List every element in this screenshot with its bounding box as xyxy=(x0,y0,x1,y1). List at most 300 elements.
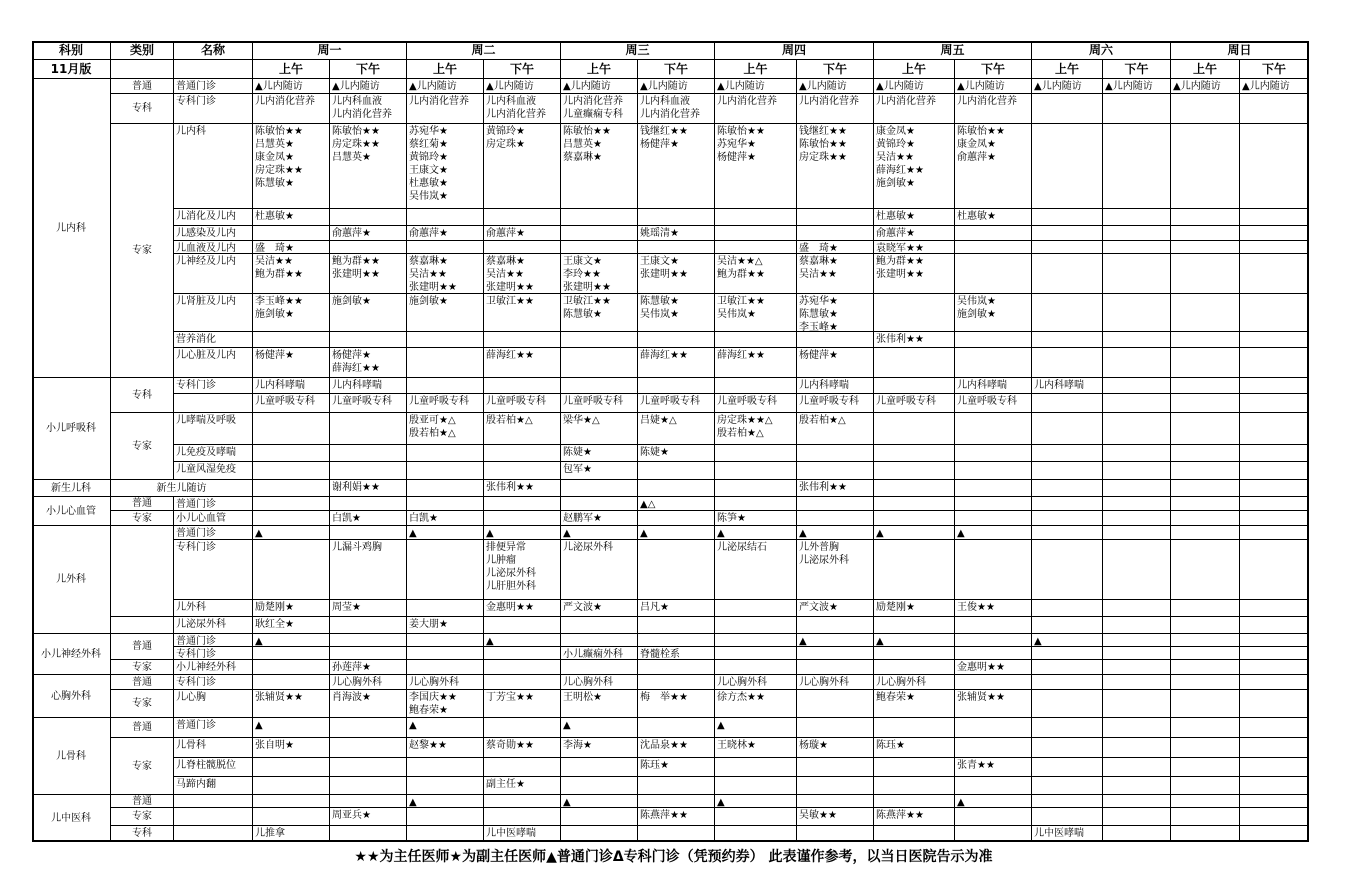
schedule-cell xyxy=(1240,445,1309,462)
row-type: 普通 xyxy=(111,634,174,660)
schedule-cell xyxy=(1240,634,1309,647)
schedule-cell: 钱继红★★ 陈敏怡★★ 房定珠★★ xyxy=(797,124,874,209)
schedule-cell xyxy=(330,826,407,842)
schedule-cell xyxy=(638,241,715,254)
schedule-cell: ▲ xyxy=(561,795,638,808)
schedule-cell: 副主任★ xyxy=(484,777,561,795)
schedule-cell: ▲ xyxy=(715,795,797,808)
schedule-cell xyxy=(330,617,407,634)
schedule-cell xyxy=(874,826,955,842)
schedule-cell: 殷若柏★△ xyxy=(484,413,561,445)
schedule-cell xyxy=(715,826,797,842)
schedule-cell xyxy=(1171,600,1240,617)
row-type: 专科 xyxy=(111,378,174,413)
schedule-cell xyxy=(1240,675,1309,690)
schedule-cell xyxy=(638,718,715,738)
schedule-cell xyxy=(1032,394,1103,413)
schedule-cell: 施剑敏★ xyxy=(330,294,407,332)
schedule-cell: 儿内科血液 儿内消化营养 xyxy=(484,94,561,124)
schedule-cell xyxy=(1171,462,1240,480)
schedule-cell xyxy=(874,413,955,445)
schedule-cell xyxy=(330,241,407,254)
schedule-cell: 王康文★ 张建明★★ xyxy=(638,254,715,294)
schedule-cell xyxy=(1240,394,1309,413)
header-day: 周六 xyxy=(1032,41,1171,60)
schedule-cell: 鲍春荣★ xyxy=(874,690,955,718)
schedule-cell xyxy=(1032,445,1103,462)
row-type: 普通 xyxy=(111,497,174,511)
row-type: 专家 xyxy=(111,413,174,480)
schedule-cell: 儿内消化营养 xyxy=(874,94,955,124)
row-name: 普通门诊 xyxy=(174,634,253,647)
schedule-cell xyxy=(874,617,955,634)
schedule-cell: 肖海波★ xyxy=(330,690,407,718)
schedule-cell xyxy=(1032,690,1103,718)
schedule-cell xyxy=(484,718,561,738)
row-name: 儿泌尿外科 xyxy=(174,617,253,634)
schedule-cell xyxy=(715,209,797,226)
schedule-cell: 陈敏怡★★ 吕慧英★ 康金凤★ 房定珠★★ 陈慧敏★ xyxy=(253,124,330,209)
schedule-cell xyxy=(484,497,561,511)
schedule-cell xyxy=(1240,511,1309,526)
schedule-cell xyxy=(407,600,484,617)
schedule-cell xyxy=(484,241,561,254)
schedule-cell xyxy=(561,241,638,254)
row-name: 营养消化 xyxy=(174,332,253,348)
row-name: 普通门诊 xyxy=(174,497,253,511)
schedule-cell xyxy=(1171,647,1240,660)
schedule-cell: 儿内科哮喘 xyxy=(955,378,1032,394)
schedule-cell: 儿童呼吸专科 xyxy=(407,394,484,413)
schedule-cell xyxy=(874,445,955,462)
header-pm: 下午 xyxy=(484,60,561,79)
schedule-cell xyxy=(874,758,955,777)
schedule-cell xyxy=(1171,690,1240,718)
schedule-cell xyxy=(1103,378,1171,394)
schedule-cell xyxy=(1032,795,1103,808)
schedule-cell xyxy=(1171,718,1240,738)
schedule-cell: 苏宛华★ 蔡红菊★ 黄锦玲★ 王康文★ 杜惠敏★ 吴伟岚★ xyxy=(407,124,484,209)
schedule-cell xyxy=(253,647,330,660)
schedule-cell xyxy=(1103,660,1171,675)
schedule-cell xyxy=(1240,378,1309,394)
schedule-cell: 儿漏斗鸡胸 xyxy=(330,540,407,600)
schedule-cell xyxy=(330,526,407,540)
schedule-cell: 王俊★★ xyxy=(955,600,1032,617)
schedule-cell: 房定珠★★△ 殷若柏★△ xyxy=(715,413,797,445)
schedule-cell xyxy=(638,511,715,526)
schedule-cell xyxy=(253,445,330,462)
header-pm: 下午 xyxy=(638,60,715,79)
schedule-cell: ▲ xyxy=(638,526,715,540)
schedule-cell xyxy=(1032,480,1103,497)
schedule-cell: ▲儿内随访 xyxy=(561,79,638,94)
schedule-cell xyxy=(330,718,407,738)
schedule-cell: 金惠明★★ xyxy=(955,660,1032,675)
schedule-cell: 杨璇★ xyxy=(797,738,874,758)
schedule-cell xyxy=(797,758,874,777)
schedule-cell: 儿内科哮喘 xyxy=(1032,378,1103,394)
schedule-cell: 张辅贤★★ xyxy=(253,690,330,718)
schedule-cell: ▲ xyxy=(407,526,484,540)
schedule-cell xyxy=(253,758,330,777)
schedule-cell xyxy=(955,226,1032,241)
schedule-cell xyxy=(1103,690,1171,718)
schedule-cell xyxy=(1032,332,1103,348)
schedule-cell: ▲ xyxy=(253,526,330,540)
schedule-cell xyxy=(407,808,484,826)
schedule-cell: 苏宛华★ 陈慧敏★ 李玉峰★ xyxy=(797,294,874,332)
schedule-cell: 姚瑶清★ xyxy=(638,226,715,241)
schedule-cell: 陈燕萍★★ xyxy=(638,808,715,826)
schedule-cell: ▲ xyxy=(561,718,638,738)
schedule-cell xyxy=(955,777,1032,795)
schedule-cell: ▲儿内随访 xyxy=(874,79,955,94)
schedule-cell: 王晓林★ xyxy=(715,738,797,758)
schedule-cell xyxy=(1171,445,1240,462)
schedule-cell xyxy=(1171,675,1240,690)
schedule-cell: 吴敏★★ xyxy=(797,808,874,826)
schedule-cell xyxy=(1032,226,1103,241)
schedule-cell xyxy=(1240,348,1309,378)
header-name: 名称 xyxy=(174,41,253,60)
schedule-cell xyxy=(561,617,638,634)
schedule-cell xyxy=(797,777,874,795)
row-name: 专科门诊 xyxy=(174,378,253,394)
schedule-cell xyxy=(638,332,715,348)
schedule-cell xyxy=(955,462,1032,480)
schedule-cell: ▲ xyxy=(407,718,484,738)
schedule-cell xyxy=(715,378,797,394)
header-blank xyxy=(174,60,253,79)
schedule-cell xyxy=(253,462,330,480)
dept-label: 儿内科 xyxy=(32,79,111,378)
row-name: 儿心脏及儿内 xyxy=(174,348,253,378)
schedule-cell xyxy=(955,617,1032,634)
schedule-cell xyxy=(1240,332,1309,348)
schedule-cell xyxy=(561,378,638,394)
schedule-cell xyxy=(638,540,715,600)
schedule-cell: 黄锦玲★ 房定珠★ xyxy=(484,124,561,209)
schedule-cell xyxy=(874,480,955,497)
row-type xyxy=(111,617,174,634)
schedule-cell: 袁晓军★★ xyxy=(874,241,955,254)
row-type: 专家 xyxy=(111,738,174,795)
schedule-cell: 耿红全★ xyxy=(253,617,330,634)
schedule-cell xyxy=(1032,462,1103,480)
schedule-cell xyxy=(253,413,330,445)
schedule-cell: 儿心胸外科 xyxy=(561,675,638,690)
schedule-cell: 张伟利★★ xyxy=(484,480,561,497)
schedule-cell xyxy=(330,777,407,795)
schedule-cell xyxy=(407,332,484,348)
row-name: 儿肾脏及儿内 xyxy=(174,294,253,332)
schedule-cell xyxy=(561,660,638,675)
schedule-cell xyxy=(797,497,874,511)
schedule-cell xyxy=(797,617,874,634)
schedule-cell xyxy=(407,348,484,378)
header-pm: 下午 xyxy=(1240,60,1309,79)
schedule-cell xyxy=(407,777,484,795)
schedule-cell: 陈珏★ xyxy=(638,758,715,777)
schedule-cell: 薛海红★★ xyxy=(715,348,797,378)
row-name: 普通门诊 xyxy=(174,718,253,738)
schedule-cell: ▲ xyxy=(407,795,484,808)
schedule-cell xyxy=(1240,758,1309,777)
schedule-cell xyxy=(1032,718,1103,738)
schedule-cell xyxy=(1103,124,1171,209)
schedule-cell xyxy=(1103,445,1171,462)
row-name xyxy=(174,826,253,842)
schedule-cell xyxy=(797,690,874,718)
schedule-cell: 陈敏怡★★ 康金凤★ 俞蕙萍★ xyxy=(955,124,1032,209)
schedule-cell xyxy=(330,445,407,462)
schedule-cell xyxy=(638,795,715,808)
schedule-cell xyxy=(1103,600,1171,617)
schedule-cell xyxy=(561,777,638,795)
schedule-cell xyxy=(561,497,638,511)
schedule-cell xyxy=(1103,226,1171,241)
schedule-cell xyxy=(407,758,484,777)
schedule-cell: 盛 琦★ xyxy=(253,241,330,254)
schedule-cell: 俞蕙萍★ xyxy=(874,226,955,241)
header-pm: 下午 xyxy=(330,60,407,79)
schedule-cell xyxy=(1171,394,1240,413)
row-type: 普通 xyxy=(111,718,174,738)
schedule-cell: 白凯★ xyxy=(330,511,407,526)
schedule-cell xyxy=(1240,294,1309,332)
row-name: 儿消化及儿内 xyxy=(174,209,253,226)
schedule-cell xyxy=(253,511,330,526)
schedule-cell: 殷亚可★△ 殷若柏★△ xyxy=(407,413,484,445)
schedule-cell xyxy=(874,511,955,526)
schedule-cell xyxy=(1103,348,1171,378)
schedule-cell xyxy=(407,647,484,660)
schedule-cell xyxy=(638,480,715,497)
schedule-cell xyxy=(330,332,407,348)
row-type: 普通 xyxy=(111,795,174,808)
dept-label: 儿外科 xyxy=(32,526,111,634)
schedule-cell xyxy=(1240,526,1309,540)
schedule-cell xyxy=(1171,826,1240,842)
header-am: 上午 xyxy=(874,60,955,79)
schedule-cell: 脊髓栓系 xyxy=(638,647,715,660)
row-name: 马蹄内翻 xyxy=(174,777,253,795)
schedule-cell: ▲ xyxy=(484,526,561,540)
schedule-cell xyxy=(797,462,874,480)
schedule-cell: 严文波★ xyxy=(561,600,638,617)
row-name: 普通门诊 xyxy=(174,526,253,540)
schedule-cell xyxy=(253,777,330,795)
schedule-cell xyxy=(253,332,330,348)
schedule-cell xyxy=(1103,413,1171,445)
schedule-cell: 施剑敏★ xyxy=(407,294,484,332)
schedule-cell xyxy=(1103,241,1171,254)
schedule-cell xyxy=(955,718,1032,738)
schedule-cell xyxy=(715,808,797,826)
schedule-cell xyxy=(1240,226,1309,241)
schedule-cell xyxy=(1240,209,1309,226)
schedule-cell xyxy=(1032,526,1103,540)
row-name: 儿感染及儿内 xyxy=(174,226,253,241)
schedule-cell: 杨健萍★ xyxy=(253,348,330,378)
schedule-cell xyxy=(1032,511,1103,526)
schedule-cell xyxy=(484,675,561,690)
schedule-cell: ▲ xyxy=(874,634,955,647)
schedule-cell xyxy=(253,480,330,497)
schedule-cell xyxy=(330,209,407,226)
schedule-cell: 杨健萍★ xyxy=(797,348,874,378)
schedule-cell xyxy=(407,480,484,497)
schedule-cell xyxy=(1171,241,1240,254)
schedule-cell: 杜惠敏★ xyxy=(955,209,1032,226)
schedule-cell: 陈敏怡★★ 苏宛华★ 杨健萍★ xyxy=(715,124,797,209)
schedule-cell xyxy=(1171,413,1240,445)
schedule-cell xyxy=(797,511,874,526)
dept-label: 心胸外科 xyxy=(32,675,111,718)
schedule-cell: 金惠明★★ xyxy=(484,600,561,617)
schedule-cell xyxy=(797,795,874,808)
schedule-cell: ▲ xyxy=(797,634,874,647)
header-day: 周三 xyxy=(561,41,715,60)
schedule-cell xyxy=(1032,738,1103,758)
schedule-cell xyxy=(1032,497,1103,511)
schedule-cell: 张自明★ xyxy=(253,738,330,758)
schedule-cell xyxy=(1171,332,1240,348)
schedule-cell xyxy=(1032,600,1103,617)
schedule-cell: ▲ xyxy=(797,526,874,540)
schedule-cell xyxy=(561,348,638,378)
schedule-cell xyxy=(638,378,715,394)
header-am: 上午 xyxy=(253,60,330,79)
row-name: 小儿心血管 xyxy=(174,511,253,526)
schedule-cell: 陈笋★ xyxy=(715,511,797,526)
schedule-cell: 陈婕★ xyxy=(561,445,638,462)
schedule-cell xyxy=(253,497,330,511)
schedule-cell: 殷若柏★△ xyxy=(797,413,874,445)
schedule-cell xyxy=(955,634,1032,647)
schedule-cell xyxy=(1171,124,1240,209)
schedule-cell: 薛海红★★ xyxy=(484,348,561,378)
schedule-cell xyxy=(1103,617,1171,634)
schedule-cell xyxy=(330,758,407,777)
schedule-cell xyxy=(1032,413,1103,445)
schedule-cell: 儿内消化营养 xyxy=(407,94,484,124)
row-name: 专科门诊 xyxy=(174,540,253,600)
schedule-cell: 鲍为群★★ 张建明★★ xyxy=(330,254,407,294)
schedule-cell xyxy=(330,647,407,660)
schedule-cell: 陈婕★ xyxy=(638,445,715,462)
schedule-cell xyxy=(1103,94,1171,124)
schedule-cell: ▲儿内随访 xyxy=(715,79,797,94)
schedule-cell: 俞蕙萍★ xyxy=(407,226,484,241)
schedule-cell xyxy=(1103,647,1171,660)
schedule-cell xyxy=(1103,480,1171,497)
schedule-cell xyxy=(715,462,797,480)
schedule-cell: ▲儿内随访 xyxy=(955,79,1032,94)
schedule-cell: ▲ xyxy=(874,526,955,540)
schedule-cell: 钱继红★★ 杨健萍★ xyxy=(638,124,715,209)
row-name: 儿心胸 xyxy=(174,690,253,718)
schedule-cell: 儿内消化营养 xyxy=(715,94,797,124)
schedule-cell xyxy=(1103,394,1171,413)
schedule-cell xyxy=(1171,808,1240,826)
schedule-cell xyxy=(1240,497,1309,511)
schedule-cell: 赵黎★★ xyxy=(407,738,484,758)
schedule-cell: ▲儿内随访 xyxy=(484,79,561,94)
schedule-cell: 儿泌尿结石 xyxy=(715,540,797,600)
schedule-cell xyxy=(874,647,955,660)
row-name: 专科门诊 xyxy=(174,94,253,124)
schedule-cell xyxy=(638,634,715,647)
schedule-cell xyxy=(715,660,797,675)
row-type: 普通 xyxy=(111,79,174,94)
schedule-cell xyxy=(797,226,874,241)
header-dept: 科别 xyxy=(32,41,111,60)
schedule-cell xyxy=(797,826,874,842)
schedule-cell: 卫敏江★★ xyxy=(484,294,561,332)
schedule-cell xyxy=(1032,348,1103,378)
header-pm: 下午 xyxy=(797,60,874,79)
schedule-cell xyxy=(955,511,1032,526)
schedule-cell xyxy=(1171,795,1240,808)
schedule-cell xyxy=(407,826,484,842)
schedule-cell xyxy=(1240,617,1309,634)
schedule-cell xyxy=(1171,777,1240,795)
header-type: 类别 xyxy=(111,41,174,60)
schedule-cell xyxy=(955,738,1032,758)
schedule-cell: ▲儿内随访 xyxy=(797,79,874,94)
row-type xyxy=(111,526,174,617)
schedule-cell xyxy=(1171,634,1240,647)
schedule-cell: 盛 琦★ xyxy=(797,241,874,254)
schedule-cell xyxy=(715,758,797,777)
row-name: 儿骨科 xyxy=(174,738,253,758)
schedule-cell xyxy=(1240,94,1309,124)
schedule-cell: 薛海红★★ xyxy=(638,348,715,378)
schedule-cell xyxy=(1103,497,1171,511)
schedule-cell xyxy=(561,758,638,777)
schedule-cell xyxy=(1240,826,1309,842)
schedule-cell xyxy=(1171,511,1240,526)
schedule-cell: 小儿癫痫外科 xyxy=(561,647,638,660)
schedule-cell xyxy=(1032,209,1103,226)
schedule-cell xyxy=(1032,617,1103,634)
schedule-cell xyxy=(955,808,1032,826)
schedule-cell: ▲ xyxy=(253,718,330,738)
schedule-cell: 丁芳宝★★ xyxy=(484,690,561,718)
schedule-cell: 陈珏★ xyxy=(874,738,955,758)
schedule-cell xyxy=(330,738,407,758)
schedule-cell xyxy=(1032,254,1103,294)
schedule-cell xyxy=(638,826,715,842)
schedule-cell: 儿童呼吸专科 xyxy=(484,394,561,413)
schedule-cell: 励楚刚★ xyxy=(253,600,330,617)
row-name: 专科门诊 xyxy=(174,647,253,660)
schedule-cell xyxy=(797,332,874,348)
schedule-cell xyxy=(407,209,484,226)
schedule-cell: 张辅贤★★ xyxy=(955,690,1032,718)
row-name: 儿神经及儿内 xyxy=(174,254,253,294)
row-type: 专家 xyxy=(111,511,174,526)
schedule-cell: 俞蕙萍★ xyxy=(484,226,561,241)
schedule-cell xyxy=(1240,600,1309,617)
schedule-cell xyxy=(797,209,874,226)
schedule-cell xyxy=(874,540,955,600)
schedule-cell: ▲儿内随访 xyxy=(1103,79,1171,94)
schedule-cell: 儿童呼吸专科 xyxy=(253,394,330,413)
schedule-cell xyxy=(715,480,797,497)
